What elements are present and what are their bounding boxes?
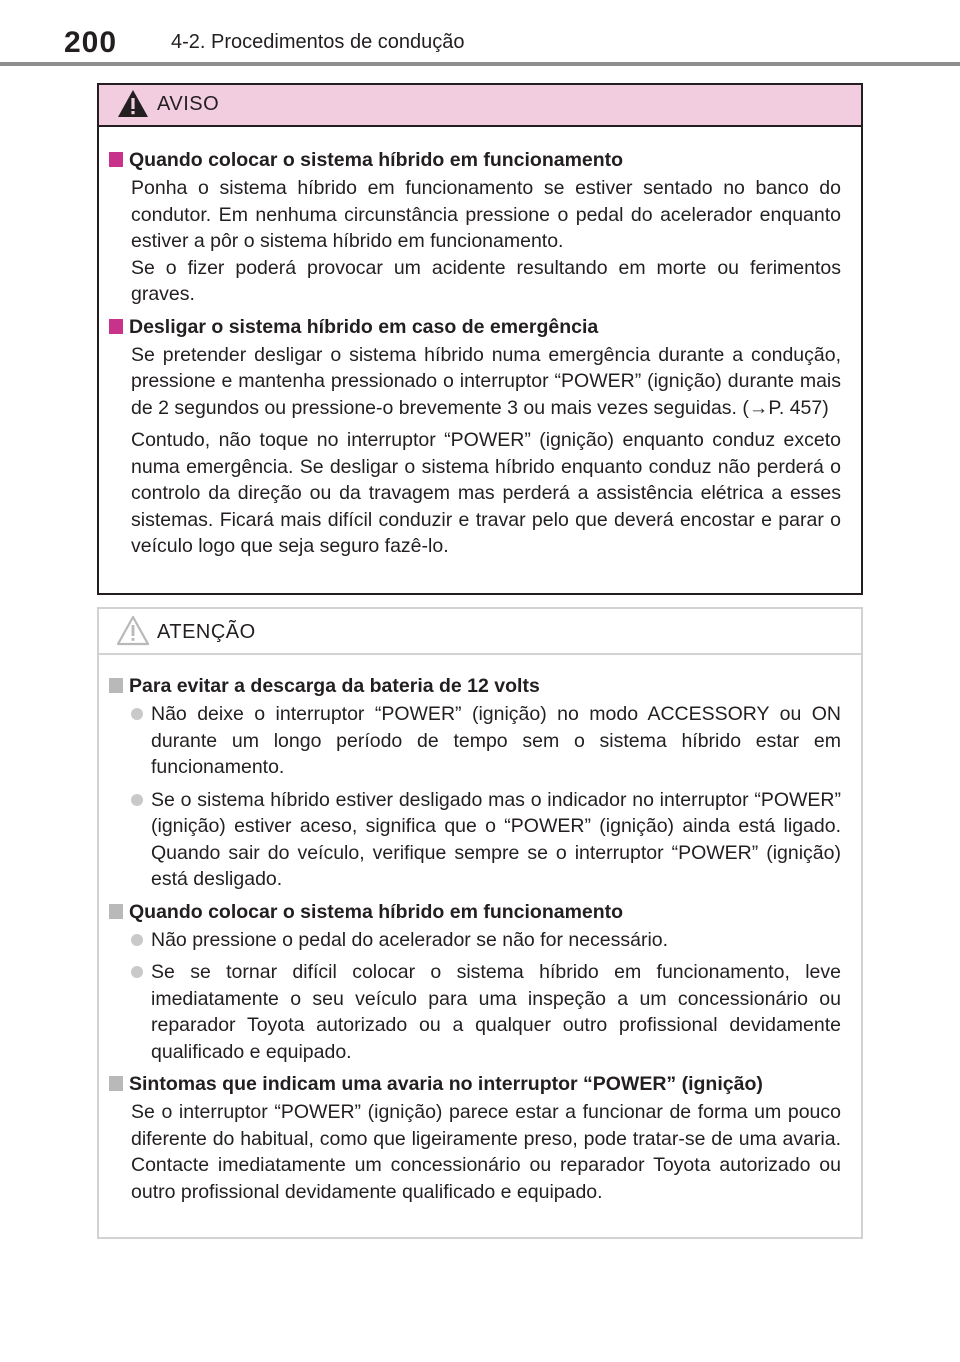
bullet-dot-icon bbox=[131, 966, 143, 978]
section-square-icon bbox=[109, 319, 123, 334]
header-rule bbox=[0, 62, 960, 66]
caution-body bbox=[99, 655, 861, 1205]
warning-box-header bbox=[99, 85, 861, 127]
caution-section-heading bbox=[107, 899, 841, 925]
list-item bbox=[131, 927, 841, 954]
bullet-dot-icon bbox=[131, 934, 143, 946]
caution-paragraph: Se o interruptor “POWER” (ignição) parece estar a funcionar de forma um pouco diferente do habitual, como que ligeiramente preso, pode tratar-se de uma avaria. Contacte imediatamente um concessionário ou reparador Toyota autorizado ou outro profissional devidamente qualificado e equipado. bbox=[131, 1101, 841, 1203]
warning-title: AVISO bbox=[157, 93, 220, 115]
list-item-text: Não deixe o interruptor “POWER” (ignição) no modo ACCESSORY ou ON durante um longo período de tempo sem o sistema híbrido estar em funcionamento. bbox=[151, 703, 841, 778]
list-item bbox=[131, 959, 841, 1065]
section-heading-text: Quando colocar o sistema híbrido em funcionamento bbox=[129, 149, 624, 171]
warning-paragraph bbox=[131, 175, 841, 308]
section-square-icon bbox=[109, 904, 123, 919]
chapter-title: 4-2. Procedimentos de condução bbox=[171, 31, 465, 53]
list-item bbox=[131, 701, 841, 781]
caution-section-heading bbox=[107, 673, 841, 699]
warning-paragraph: Contudo, não toque no interruptor “POWER” (ignição) enquanto conduz exceto numa emergência. Se desligar o sistema híbrido enquanto conduz não perderá o controlo da direção ou da travagem mas perderá a assistência elétrica a esses sistemas. Ficará mais difícil conduzir e travar pelo que deverá encostar e parar o veículo logo que seja seguro fazê-lo. bbox=[131, 429, 841, 557]
list-item-text: Se se tornar difícil colocar o sistema híbrido em funcionamento, leve imediatamente o seu veículo para uma inspeção a um concessionário ou reparador Toyota autorizado ou a qualquer outro profissional devidamente qualificado e equipado. bbox=[151, 961, 841, 1063]
bullet-dot-icon bbox=[131, 794, 143, 806]
section-square-icon bbox=[109, 152, 123, 167]
page-header bbox=[0, 0, 960, 62]
warning-paragraph: Se pretender desligar o sistema híbrido numa emergência durante a condução, pressione e mantenha pressionado o interruptor “POWER” (ignição) durante mais de 2 segundos ou pressione-o brevemente 3 ou mais vezes seguidas. (→P. 457) bbox=[131, 343, 841, 419]
warning-triangle-icon bbox=[116, 88, 150, 125]
caution-triangle-icon bbox=[116, 615, 150, 652]
bullet-dot-icon bbox=[131, 708, 143, 720]
caution-box bbox=[97, 607, 863, 1239]
warning-section-heading bbox=[107, 314, 841, 340]
paragraph-text: Ponha o sistema híbrido em funcionamento se estiver sentado no banco do condutor. Em nenhuma circunstância pressione o pedal do acelerador enquanto estiver a pôr o sistema híbrido em funcionamento. bbox=[131, 177, 841, 252]
warning-section-heading bbox=[107, 147, 841, 173]
paragraph-text: Se o fizer poderá provocar um acidente resultando em morte ou ferimentos graves. bbox=[131, 256, 841, 305]
section-square-icon bbox=[109, 678, 123, 693]
list-item bbox=[131, 787, 841, 893]
page-number: 200 bbox=[64, 26, 118, 59]
list-item-text: Se o sistema híbrido estiver desligado mas o indicador no interruptor “POWER” (ignição) estiver aceso, significa que o “POWER” (ignição) ainda está ligado. Quando sair do veículo, verifique sempre se o interruptor “POWER” (ignição) está desligado. bbox=[151, 788, 841, 890]
caution-box-header bbox=[99, 609, 861, 655]
list-item-text: Não pressione o pedal do acelerador se não for necessário. bbox=[151, 928, 669, 951]
caution-section-heading bbox=[107, 1071, 841, 1097]
section-heading-text: Desligar o sistema híbrido em caso de emergência bbox=[129, 315, 599, 338]
section-square-icon bbox=[109, 1076, 123, 1091]
warning-body bbox=[99, 127, 861, 560]
caution-title: ATENÇÃO bbox=[157, 621, 256, 643]
section-heading-text: Para evitar a descarga da bateria de 12 volts bbox=[129, 675, 540, 697]
section-heading-text: Sintomas que indicam uma avaria no interruptor “POWER” (ignição) bbox=[129, 1073, 763, 1095]
warning-box bbox=[97, 83, 863, 595]
section-heading-text: Quando colocar o sistema híbrido em funcionamento bbox=[129, 900, 624, 923]
